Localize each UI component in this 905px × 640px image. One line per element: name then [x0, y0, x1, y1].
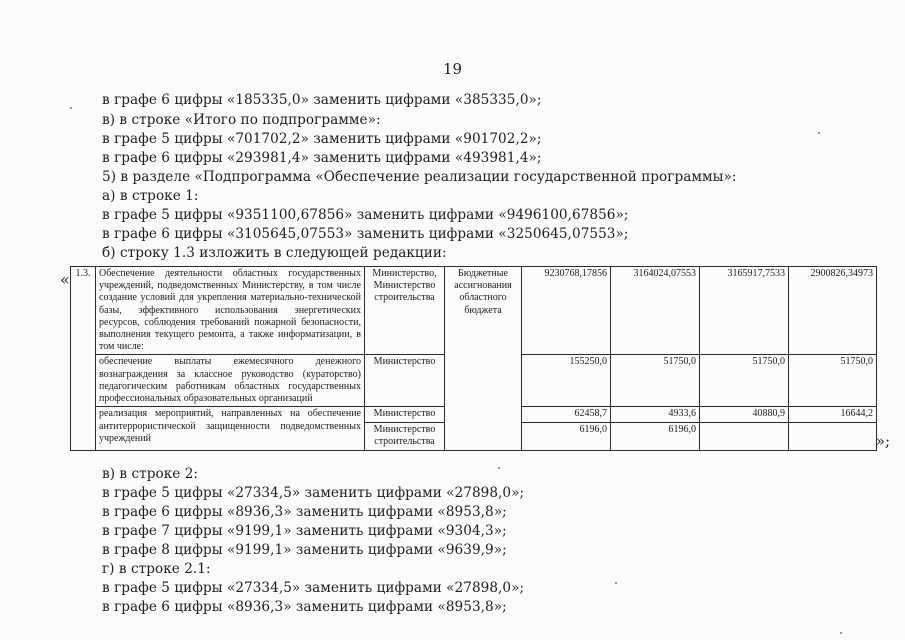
row-description: Обеспечение деятельности областных государственных учреждений, подведомственных Министерству, в том числе создание условий для укрепления материально-технической базы, эффективного использования энергетических ресурсов, соблюдения требований пожарной безопасности, выполнения текущего ремонта, а также информатизации, в том числе:: [96, 267, 365, 355]
row-description: обеспечение выплаты ежемесячного денежного вознаграждения за классное руководство (кураторство) педагогическим работникам областных государственных профессиональных образовательных организаций: [96, 355, 365, 407]
text-line: 5) в разделе «Подпрограмма «Обеспечение реализации государственной программы»:: [102, 169, 737, 185]
text-line: в графе 6 цифры «293981,4» заменить цифрами «493981,4»;: [102, 150, 542, 166]
value-cell: 51750,0: [700, 355, 789, 407]
text-line: б) строку 1.3 изложить в следующей редакции:: [102, 245, 447, 261]
value-cell: 62458,7: [522, 407, 611, 422]
scan-speck: [818, 132, 820, 134]
value-cell: 6196,0: [522, 422, 611, 450]
text-line: в) в строке «Итого по подпрограмме»:: [102, 112, 381, 128]
row-executor: Министерство: [365, 407, 445, 422]
scan-speck: [498, 467, 500, 469]
value-cell: [700, 422, 789, 450]
budget-table: [70, 266, 877, 451]
text-line: г) в строке 2.1:: [102, 561, 211, 577]
row-description: реализация мероприятий, направленных на обеспечение антитеррористической защищенности подведомственных учреждений: [96, 407, 365, 450]
row-number: 1.3.: [71, 267, 96, 451]
value-cell: 9230768,17856: [522, 267, 611, 355]
value-cell: 40880,9: [700, 407, 789, 422]
text-line: а) в строке 1:: [102, 188, 199, 204]
row-executor: Министерство: [365, 355, 445, 407]
text-line: в графе 7 цифры «9199,1» заменить цифрами «9304,3»;: [102, 523, 507, 539]
funding-source: Бюджетные ассигнования областного бюджета: [445, 267, 522, 451]
budget-table-block: [60, 266, 890, 456]
value-cell: 51750,0: [789, 355, 877, 407]
value-cell: 3165917,7533: [700, 267, 789, 355]
open-quote: «: [60, 270, 70, 289]
scan-speck: [615, 582, 617, 584]
value-cell: 16644,2: [789, 407, 877, 422]
row-executor: Министерство строительства: [365, 422, 445, 450]
value-cell: 155250,0: [522, 355, 611, 407]
text-line: в графе 6 цифры «3105645,07553» заменить цифрами «3250645,07553»;: [102, 226, 629, 242]
text-line: в графе 6 цифры «185335,0» заменить цифрами «385335,0»;: [102, 92, 542, 108]
value-cell: 6196,0: [611, 422, 700, 450]
text-line: в графе 5 цифры «701702,2» заменить цифрами «901702,2»;: [102, 131, 542, 147]
text-line: в) в строке 2:: [102, 466, 199, 482]
text-line: в графе 5 цифры «27334,5» заменить цифрами «27898,0»;: [102, 580, 525, 596]
value-cell: 51750,0: [611, 355, 700, 407]
text-line: в графе 5 цифры «9351100,67856» заменить цифрами «9496100,67856»;: [102, 207, 629, 223]
text-line: в графе 5 цифры «27334,5» заменить цифрами «27898,0»;: [102, 485, 525, 501]
table-row: [71, 267, 877, 355]
close-quote: »;: [875, 432, 890, 450]
text-line: в графе 6 цифры «8936,3» заменить цифрами «8953,8»;: [102, 599, 507, 615]
scan-speck: [840, 632, 842, 634]
scan-speck: [70, 107, 72, 109]
page-number: 19: [442, 60, 463, 78]
value-cell: 2900826,34973: [789, 267, 877, 355]
row-executor: Министерство, Министерство строительства: [365, 267, 445, 355]
text-line: в графе 6 цифры «8936,3» заменить цифрами «8953,8»;: [102, 504, 507, 520]
value-cell: 4933,6: [611, 407, 700, 422]
value-cell: 3164024,07553: [611, 267, 700, 355]
value-cell: [789, 422, 877, 450]
text-line: в графе 8 цифры «9199,1» заменить цифрами «9639,9»;: [102, 542, 507, 558]
